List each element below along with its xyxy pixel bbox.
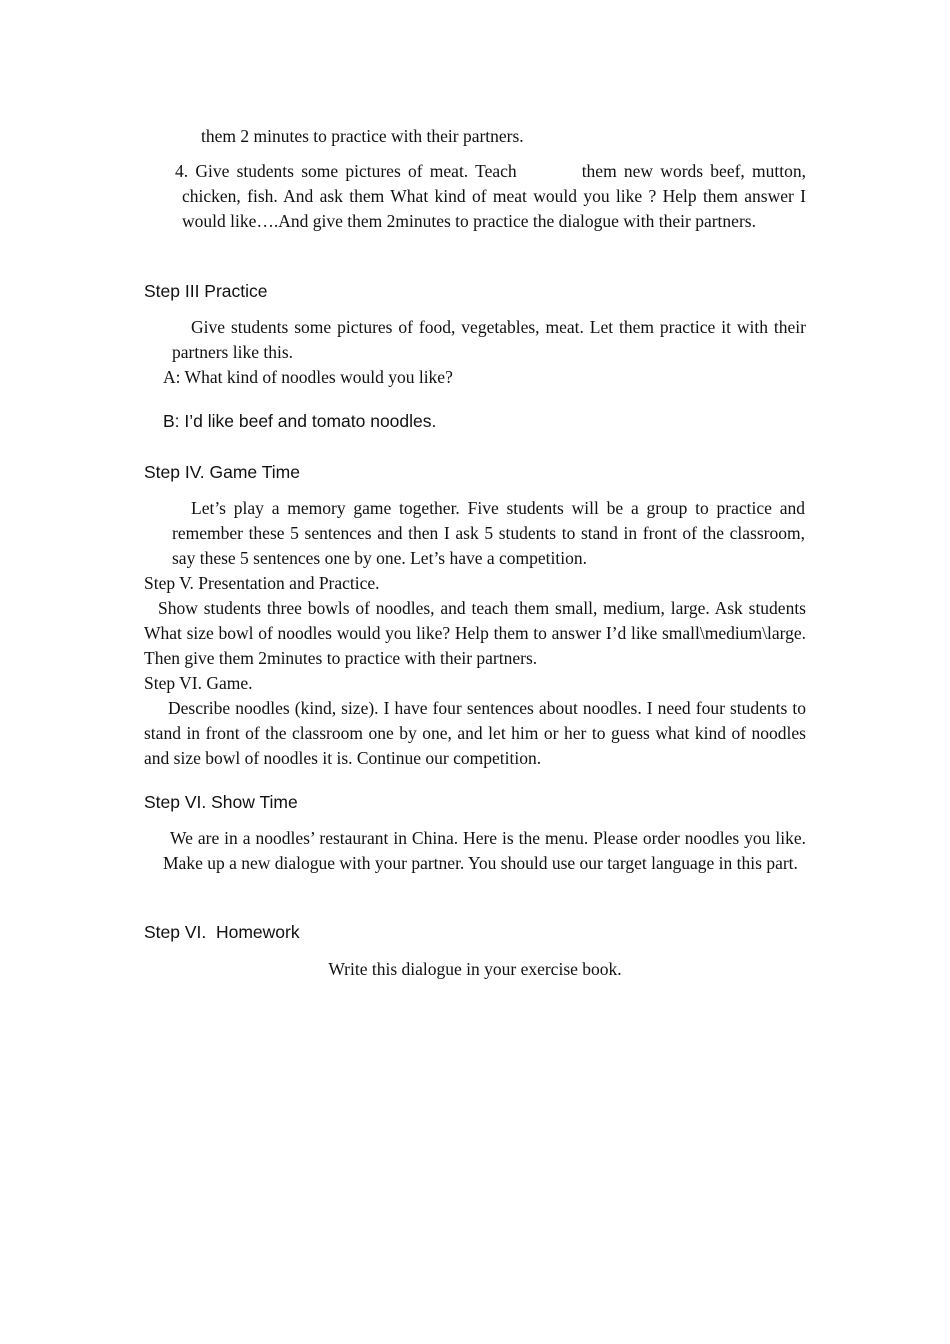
heading-step-3-practice: Step III Practice <box>144 281 268 301</box>
paragraph-step-6-show-time: We are in a noodles’ restaurant in China. Here is the menu. Please order noodles you like. Make up a new dialogue with your partner. You should use our target language in this part. <box>163 828 806 873</box>
heading-step-6-show-time: Step VI. Show Time <box>144 792 298 812</box>
paragraph-step-3: Give students some pictures of food, vegetables, meat. Let them practice it with their partners like this. <box>172 317 806 362</box>
dialogue-line-b: B: I’d like beef and tomato noodles. <box>163 411 437 431</box>
heading-step-4-game-time: Step IV. Game Time <box>144 462 300 482</box>
heading-step-6-game: Step VI. Game. <box>144 673 253 693</box>
practice-continuation-line: them 2 minutes to practice with their partners. <box>201 126 524 146</box>
heading-step-6-homework: Step VI. Homework <box>144 922 300 942</box>
numbered-item-4: 4. Give students some pictures of meat. Teach them new words beef, mutton, chicken, fish. And ask them What kind of meat would you like ? Help them answer I would like….And give them 2minutes to practice the dialogue with their partners. <box>175 161 806 231</box>
paragraph-step-6-game: Describe noodles (kind, size). I have four sentences about noodles. I need four students to stand in front of the classroom one by one, and let him or her to guess what kind of noodles and size bowl of noodles it is. Continue our competition. <box>144 698 806 768</box>
heading-step-5-presentation: Step V. Presentation and Practice. <box>144 573 380 593</box>
dialogue-line-a: A: What kind of noodles would you like? <box>163 367 453 387</box>
paragraph-step-4: Let’s play a memory game together. Five students will be a group to practice and remember these 5 sentences and then I ask 5 students to stand in front of the classroom, say these 5 sentences one by one. Let’s have a competition. <box>172 498 805 568</box>
paragraph-homework: Write this dialogue in your exercise book. <box>328 959 622 979</box>
paragraph-step-5: Show students three bowls of noodles, and teach them small, medium, large. Ask students What size bowl of noodles would you like? Help them to answer I’d like small\medium\large. Then give them 2minutes to practice with their partners. <box>144 598 806 668</box>
